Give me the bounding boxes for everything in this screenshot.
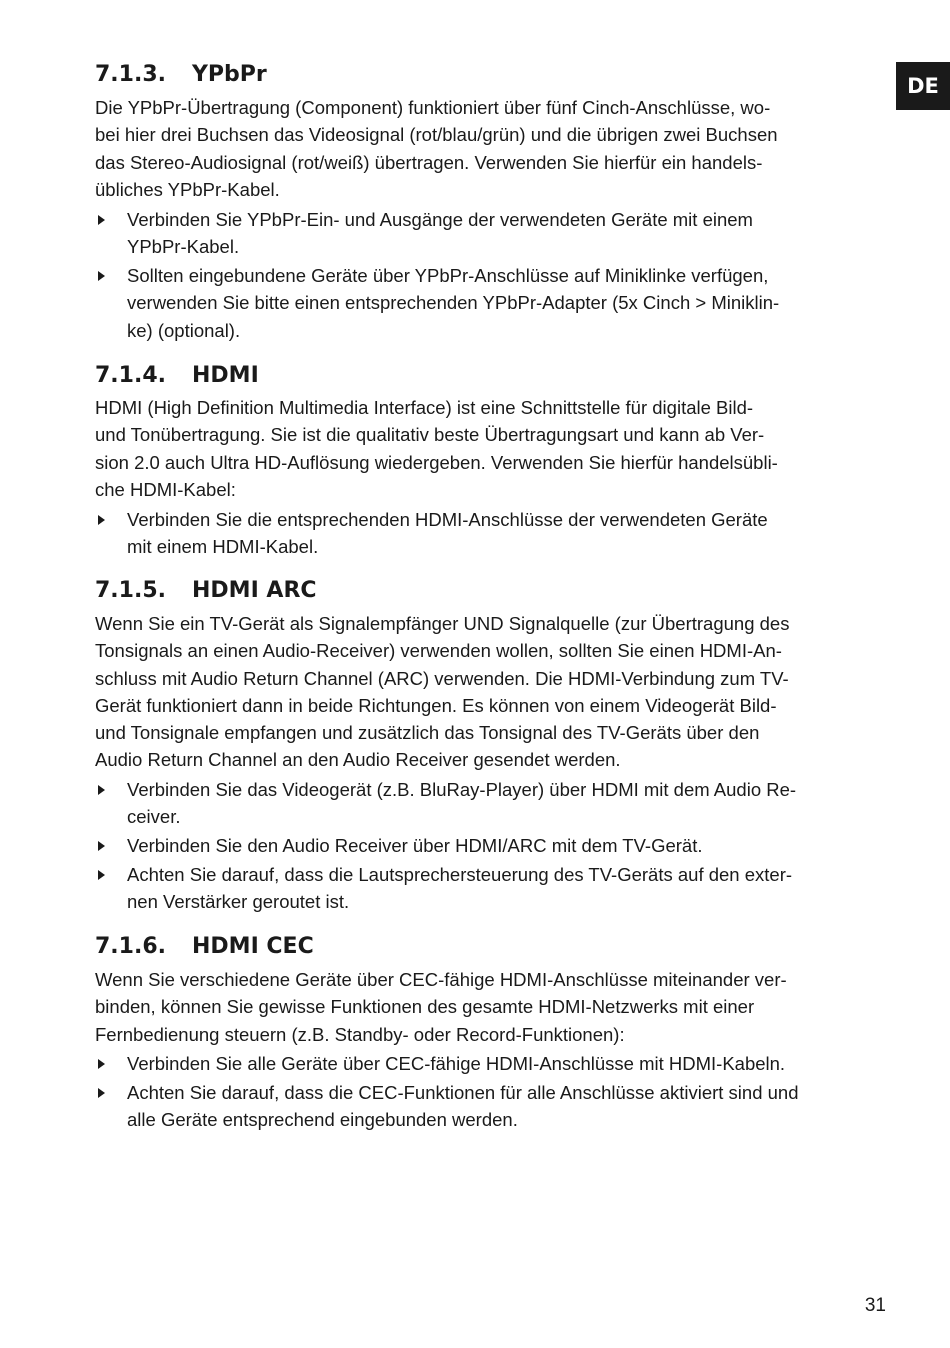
section-paragraph: Wenn Sie verschiedene Geräte über CEC-fähige HDMI-Anschlüsse miteinander ver- binden, können Sie gewisse Funktionen des gesamte HDMI-Netzwerks mit einer Fernbedienung steuern (z.B. Standby- oder Record-Funktionen): (95, 969, 787, 1045)
bullet-text: Achten Sie darauf, dass die CEC-Funktionen für alle Anschlüsse aktiviert sind und alle Geräte entsprechend eingebunden werden. (127, 1082, 799, 1131)
section-paragraph: Die YPbPr-Übertragung (Component) funktioniert über fünf Cinch-Anschlüsse, wo- bei hier drei Buchsen das Videosignal (rot/blau/grün) und die übrigen zwei Buchsen das Stereo-Audiosignal (rot/weiß) übertragen. Verwenden Sie hierfür ein handels- übliches YPbPr-Kabel. (95, 97, 778, 200)
bullet-item (95, 1079, 895, 1134)
bullet-text: Verbinden Sie die entsprechenden HDMI-Anschlüsse der verwendeten Geräte mit einem HDMI-Kabel. (127, 509, 768, 558)
triangle-bullet-icon (98, 271, 105, 281)
section-number: 7.1.4. (95, 363, 166, 388)
section-paragraph: Wenn Sie ein TV-Gerät als Signalempfänger UND Signalquelle (zur Übertragung des Tonsignals an einen Audio-Receiver) verwenden wollen, sollten Sie einen HDMI-An- schluss mit Audio Return Channel (ARC) verwenden. Die HDMI-Verbindung zum TV- Gerät funktioniert dann in beide Richtungen. Es können von einem Videogerät Bild- und Tonsignale empfangen und zusätzlich das Tonsignal des TV-Geräts über den Audio Return Channel an den Audio Receiver gesendet werden. (95, 613, 790, 771)
section-heading (95, 362, 259, 390)
bullet-item (95, 206, 895, 261)
bullet-text: Achten Sie darauf, dass die Lautsprechersteuerung des TV-Geräts auf den exter- nen Verstärker geroutet ist. (127, 864, 793, 913)
bullet-item (95, 776, 895, 831)
bullet-item (95, 832, 895, 859)
section-title: YPbPr (192, 62, 267, 87)
section-number: 7.1.3. (95, 62, 166, 87)
section-title: HDMI ARC (192, 578, 317, 603)
section-heading (95, 577, 317, 605)
language-tab: DE (896, 62, 950, 110)
triangle-bullet-icon (98, 215, 105, 225)
bullet-item (95, 506, 895, 561)
triangle-bullet-icon (98, 785, 105, 795)
triangle-bullet-icon (98, 515, 105, 525)
page-number: 31 (864, 1295, 886, 1316)
bullet-item (95, 861, 895, 916)
bullet-item (95, 262, 895, 344)
section-heading (95, 933, 314, 961)
triangle-bullet-icon (98, 870, 105, 880)
section-number: 7.1.5. (95, 578, 166, 603)
triangle-bullet-icon (98, 1088, 105, 1098)
triangle-bullet-icon (98, 841, 105, 851)
bullet-text: Verbinden Sie den Audio Receiver über HDMI/ARC mit dem TV-Gerät. (127, 835, 703, 856)
bullet-text: Verbinden Sie das Videogerät (z.B. BluRay-Player) über HDMI mit dem Audio Re- ceiver. (127, 779, 797, 828)
section-title: HDMI (192, 363, 259, 388)
bullet-item (95, 1050, 895, 1077)
bullet-text: Sollten eingebundene Geräte über YPbPr-Anschlüsse auf Miniklinke verfügen, verwenden Sie bitte einen entsprechenden YPbPr-Adapter (5x Cinch > Miniklin- ke) (optional). (127, 265, 780, 341)
section-heading (95, 61, 267, 89)
bullet-text: Verbinden Sie YPbPr-Ein- und Ausgänge der verwendeten Geräte mit einem YPbPr-Kabel. (127, 209, 753, 258)
bullet-text: Verbinden Sie alle Geräte über CEC-fähige HDMI-Anschlüsse mit HDMI-Kabeln. (127, 1053, 786, 1074)
section-number: 7.1.6. (95, 934, 166, 959)
section-title: HDMI CEC (192, 934, 314, 959)
triangle-bullet-icon (98, 1059, 105, 1069)
section-paragraph: HDMI (High Definition Multimedia Interface) ist eine Schnittstelle für digitale Bild- und Tonübertragung. Sie ist die qualitativ beste Übertragungsart und kann ab Ver- sion 2.0 auch Ultra HD-Auflösung wiedergeben. Verwenden Sie hierfür handelsübli- che HDMI-Kabel: (95, 397, 778, 500)
